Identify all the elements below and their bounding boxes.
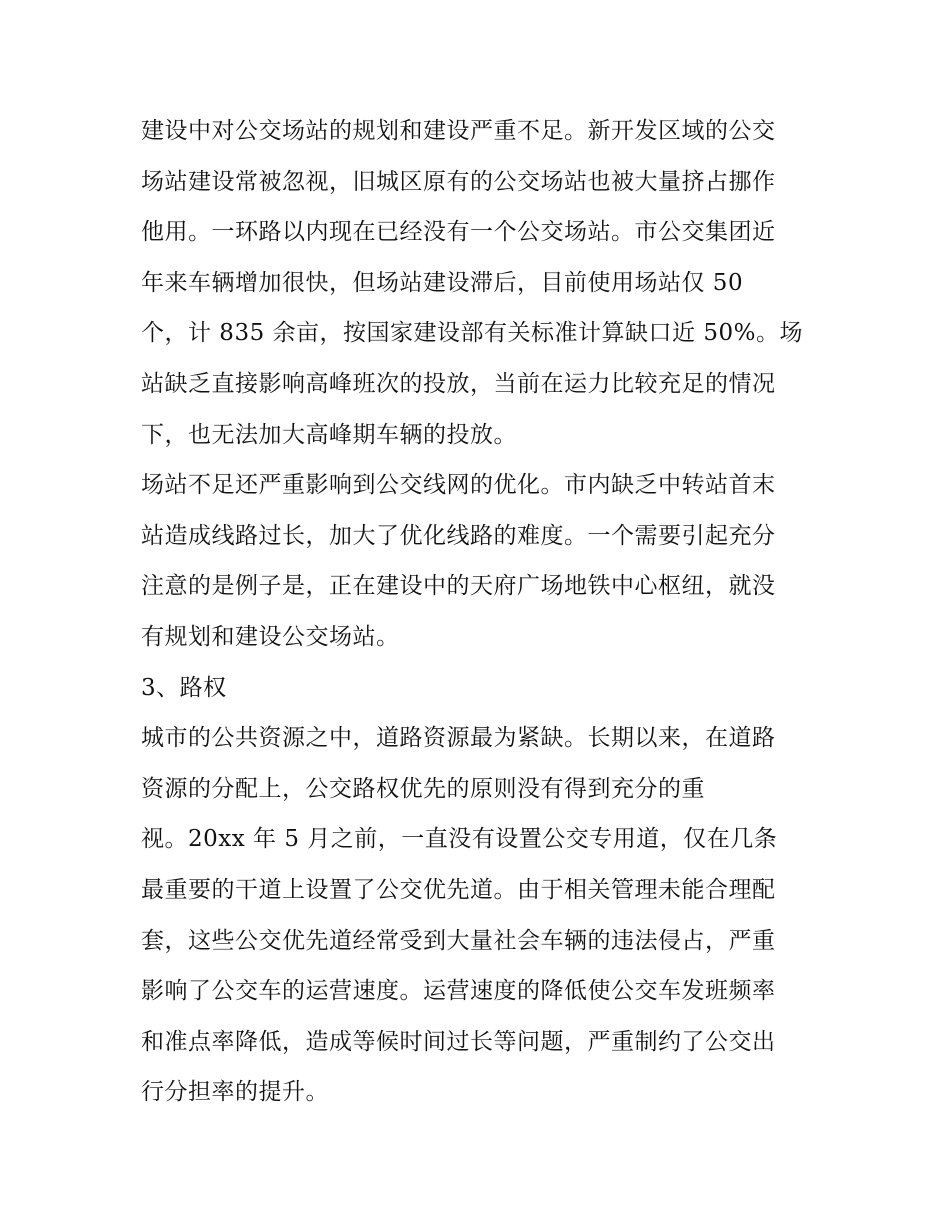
text-line: 影响了公交车的运营速度。运营速度的降低使公交车发班频率 [141, 978, 776, 1005]
text-line: 他用。一环路以内现在已经没有一个公交场站。市公交集团近 [141, 219, 776, 246]
section-heading: 3、路权 [141, 674, 227, 701]
text-line: 建设中对公交场站的规划和建设严重不足。新开发区域的公交 [141, 118, 776, 144]
text-line: 站造成线路过长，加大了优化线路的难度。一个需要引起充分 [141, 522, 776, 549]
text-line: 城市的公共资源之中，道路资源最为紧缺。长期以来，在道路 [141, 725, 776, 752]
text-line: 最重要的干道上设置了公交优先道。由于相关管理未能合理配 [141, 876, 776, 903]
text-line: 行分担率的提升。 [141, 1079, 329, 1106]
text-line: 注意的是例子是，正在建设中的天府广场地铁中心枢纽，就没 [141, 573, 776, 600]
text-line: 年来车辆增加很快，但场站建设滞后，目前使用场站仅 50 [141, 269, 744, 296]
text-line: 资源的分配上，公交路权优先的原则没有得到充分的重 [141, 775, 705, 802]
text-line: 场站建设常被忽视，旧城区原有的公交场站也被大量挤占挪作 [141, 168, 776, 195]
document-body [141, 106, 821, 1118]
text-line: 场站不足还严重影响到公交线网的优化。市内缺乏中转站首末 [141, 472, 776, 499]
text-line: 个，计 835 余亩，按国家建设部有关标准计算缺口近 50%。场 [141, 320, 803, 347]
text-line: 套，这些公交优先道经常受到大量社会车辆的违法侵占，严重 [141, 927, 776, 954]
text-line: 和准点率降低，造成等候时间过长等问题，严重制约了公交出 [141, 1028, 776, 1055]
text-line: 下，也无法加大高峰期车辆的投放。 [141, 421, 517, 448]
text-line: 站缺乏直接影响高峰班次的投放，当前在运力比较充足的情况 [141, 370, 776, 397]
text-line: 有规划和建设公交场站。 [141, 623, 400, 650]
text-line: 视。20xx 年 5 月之前，一直没有设置公交专用道，仅在几条 [141, 826, 778, 853]
